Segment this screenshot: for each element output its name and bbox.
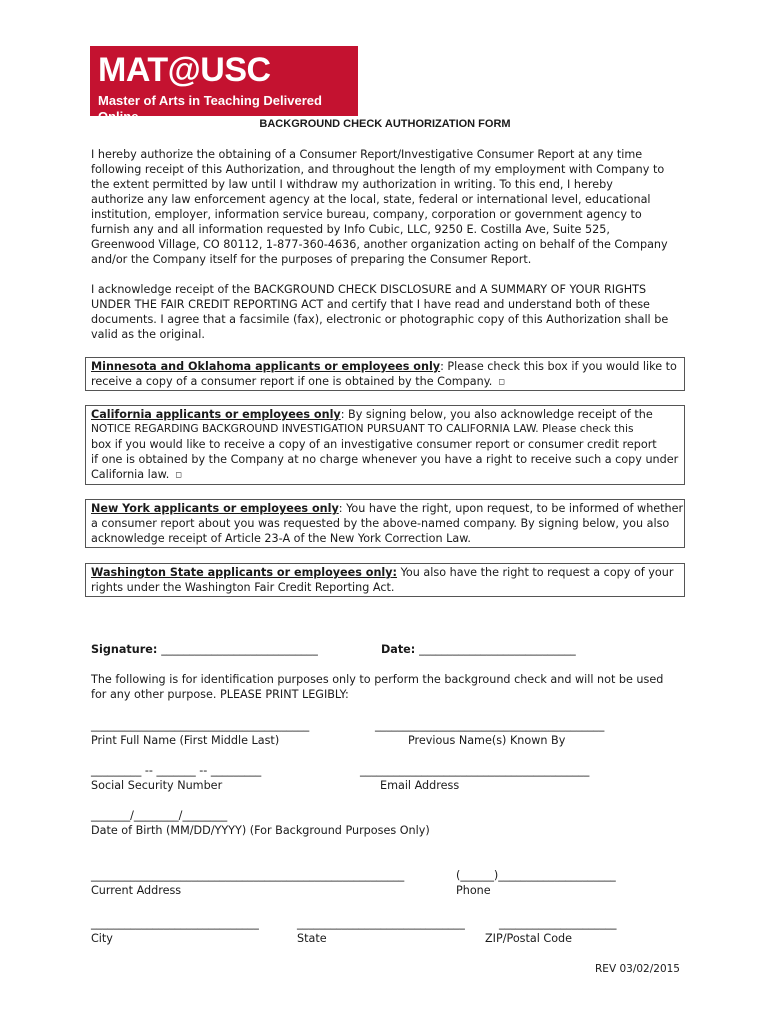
logo-tagline: Master of Arts in Teaching Delivered Online <box>98 93 322 124</box>
paragraph-line: the extent permitted by law until I withdraw my authorization in writing. To this end, I hereby <box>91 178 613 191</box>
paragraph-line: institution, employer, information service bureau, company, corporation or government agency to <box>91 208 642 221</box>
city-input[interactable]: ______________________________ <box>91 917 259 930</box>
box-text: California law. <box>91 468 170 481</box>
paragraph-line: UNDER THE FAIR CREDIT REPORTING ACT and certify that I have read and understand both of these <box>91 298 650 311</box>
box-text: : By signing below, you also acknowledge receipt of the <box>340 408 653 421</box>
box-text: : You have the right, upon request, to be informed of whether <box>338 502 684 515</box>
signature-line[interactable]: ____________________________ <box>161 643 318 656</box>
form-title: BACKGROUND CHECK AUTHORIZATION FORM <box>259 118 511 130</box>
signature-label: Signature: <box>91 643 162 656</box>
minnesota-oklahoma-box <box>85 357 685 391</box>
box-text: NOTICE REGARDING BACKGROUND INVESTIGATION PURSUANT TO CALIFORNIA LAW. Please check this <box>91 423 634 435</box>
full-name-label: Print Full Name (First Middle Last) <box>91 734 280 747</box>
dob-input[interactable]: _______/________/________ <box>91 809 228 822</box>
revision-date: REV 03/02/2015 <box>595 963 680 975</box>
state-input[interactable]: ______________________________ <box>297 917 465 930</box>
washington-box <box>85 563 685 597</box>
box-text: rights under the Washington Fair Credit Reporting Act. <box>91 581 395 594</box>
date-field[interactable] <box>381 642 576 657</box>
box-text: box if you would like to receive a copy of an investigative consumer report or consumer credit report <box>91 438 657 451</box>
previous-name-label: Previous Name(s) Known By <box>408 734 566 747</box>
zip-label: ZIP/Postal Code <box>485 932 573 945</box>
full-name-input[interactable]: _______________________________________ <box>91 719 310 732</box>
box-heading: California applicants or employees only <box>91 408 341 421</box>
phone-input[interactable]: (______)_____________________ <box>456 869 616 882</box>
paragraph-line: valid as the original. <box>91 328 205 341</box>
box-text: receive a copy of a consumer report if one is obtained by the Company. <box>91 375 493 388</box>
paragraph-line: and/or the Company itself for the purposes of preparing the Consumer Report. <box>91 253 532 266</box>
box-text: acknowledge receipt of Article 23-A of the New York Correction Law. <box>91 532 471 545</box>
california-copy-checkbox[interactable]: ◻ <box>175 470 182 479</box>
previous-name-input[interactable]: _________________________________________ <box>375 719 605 732</box>
city-label: City <box>91 932 113 945</box>
mat-usc-logo <box>90 46 358 124</box>
new-york-box <box>85 499 685 548</box>
identification-note <box>91 672 691 702</box>
note-line: The following is for identification purposes only to perform the background check and will not be used <box>91 673 664 686</box>
email-label: Email Address <box>380 779 460 792</box>
state-label: State <box>297 932 327 945</box>
box-text: : Please check this box if you would like to <box>440 360 677 373</box>
acknowledgement-paragraph <box>91 282 691 342</box>
date-line[interactable]: ____________________________ <box>419 643 576 656</box>
box-heading: Minnesota and Oklahoma applicants or employees only <box>91 360 441 373</box>
zip-input[interactable]: _____________________ <box>499 917 617 930</box>
paragraph-line: authorize any law enforcement agency at the local, state, federal or international level, educational <box>91 193 651 206</box>
paragraph-line: I acknowledge receipt of the BACKGROUND CHECK DISCLOSURE and A SUMMARY OF YOUR RIGHTS <box>91 283 647 296</box>
paragraph-line: furnish any and all information requested by Info Cubic, LLC, 9250 E. Costilla Ave, Suite 525, <box>91 223 610 236</box>
box-text: if one is obtained by the Company at no charge whenever you have a right to receive such a copy under <box>91 453 679 466</box>
copy-request-checkbox[interactable]: ◻ <box>498 377 505 386</box>
california-box <box>85 405 685 485</box>
note-line: for any other purpose. PLEASE PRINT LEGIBLY: <box>91 688 349 701</box>
logo-brand: MAT@USC <box>98 51 271 89</box>
phone-label: Phone <box>456 884 491 897</box>
ssn-input[interactable]: _________ -- _______ -- _________ <box>91 764 262 777</box>
authorization-paragraph <box>91 147 691 267</box>
address-label: Current Address <box>91 884 182 897</box>
paragraph-line: I hereby authorize the obtaining of a Consumer Report/Investigative Consumer Report at any time <box>91 148 643 161</box>
box-heading: Washington State applicants or employees only: <box>91 566 398 579</box>
ssn-label: Social Security Number <box>91 779 223 792</box>
paragraph-line: following receipt of this Authorization, and throughout the length of my employment with Company to <box>91 163 665 176</box>
paragraph-line: documents. I agree that a facsimile (fax), electronic or photographic copy of this Authorization shall be <box>91 313 669 326</box>
address-input[interactable]: ________________________________________________________ <box>91 869 405 882</box>
dob-label: Date of Birth (MM/DD/YYYY) (For Background Purposes Only) <box>91 824 430 837</box>
paragraph-line: Greenwood Village, CO 80112, 1-877-360-4636, another organization acting on behalf of the Company <box>91 238 668 251</box>
box-heading: New York applicants or employees only <box>91 502 339 515</box>
signature-field[interactable] <box>91 642 318 657</box>
box-text: a consumer report about you was requested by the above-named company. By signing below, you also <box>91 517 670 530</box>
box-text: You also have the right to request a copy of your <box>397 566 674 579</box>
email-input[interactable]: _________________________________________ <box>360 764 590 777</box>
date-label: Date: <box>381 643 420 656</box>
